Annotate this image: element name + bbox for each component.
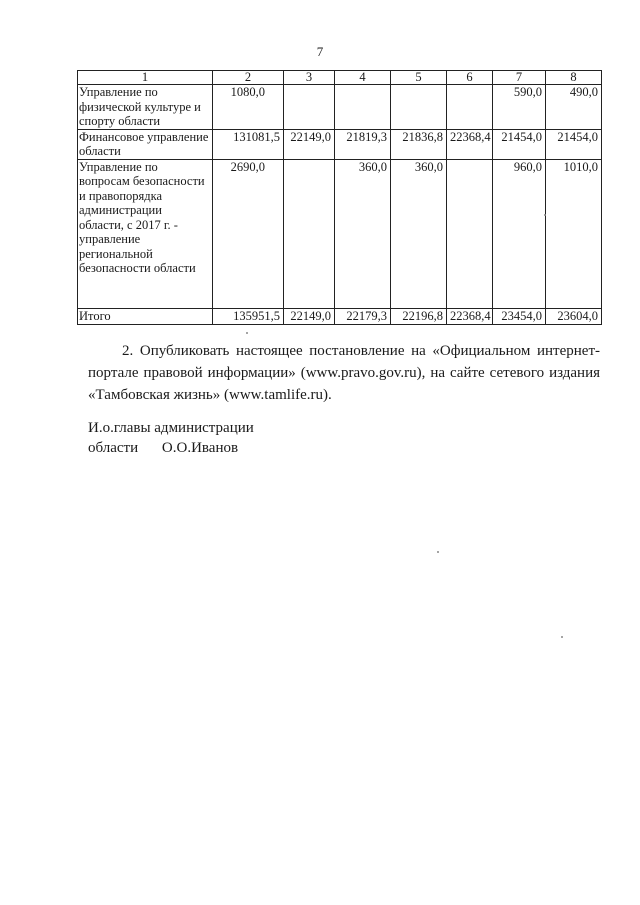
- row-name: Итого: [78, 308, 213, 324]
- row-name: Управление по вопросам безопасности и правопорядка администрации области, с 2017 г. - управление региональной безопасности области: [78, 159, 213, 308]
- clause-paragraph: 2. Опубликовать настоящее постановление на «Официальном интернет-портале правовой информации» (www.pravo.gov.ru), на сайте сетевого издания «Тамбовская жизнь» (www.tamlife.ru).: [88, 343, 600, 403]
- cell-value: 23454,0: [493, 308, 546, 324]
- cell-value: 1010,0: [546, 159, 602, 308]
- scan-speck: [544, 214, 546, 216]
- column-number: 5: [391, 71, 447, 85]
- table-row: [78, 129, 602, 159]
- cell-value: 22179,3: [335, 308, 391, 324]
- cell-value: 135951,5: [213, 308, 284, 324]
- cell-value: 1080,0: [213, 85, 284, 130]
- cell-value: 22368,4: [447, 129, 493, 159]
- cell-value: 21454,0: [546, 129, 602, 159]
- table-row: [78, 308, 602, 324]
- cell-value: 360,0: [335, 159, 391, 308]
- page-number: 7: [316, 44, 324, 59]
- cell-value: 22368,4: [447, 308, 493, 324]
- cell-value: [391, 85, 447, 130]
- signer-position-region: области: [88, 440, 139, 456]
- column-number: 2: [213, 71, 284, 85]
- cell-value: 21836,8: [391, 129, 447, 159]
- table-row: [78, 159, 602, 308]
- cell-value: 131081,5: [213, 129, 284, 159]
- scan-speck: [561, 636, 563, 638]
- row-name: Финансовое управление области: [78, 129, 213, 159]
- cell-value: 22149,0: [284, 129, 335, 159]
- column-number: 4: [335, 71, 391, 85]
- cell-value: 23604,0: [546, 308, 602, 324]
- column-number: 8: [546, 71, 602, 85]
- column-number: 3: [284, 71, 335, 85]
- cell-value: [284, 85, 335, 130]
- cell-value: 21819,3: [335, 129, 391, 159]
- cell-value: [335, 85, 391, 130]
- column-number: 7: [493, 71, 546, 85]
- column-number-row: [78, 71, 602, 85]
- cell-value: 2690,0: [213, 159, 284, 308]
- cell-value: 590,0: [493, 85, 546, 130]
- cell-value: [447, 85, 493, 130]
- cell-value: 22196,8: [391, 308, 447, 324]
- cell-value: [284, 159, 335, 308]
- cell-value: 22149,0: [284, 308, 335, 324]
- cell-value: [447, 159, 493, 308]
- cell-value: 490,0: [546, 85, 602, 130]
- cell-value: 960,0: [493, 159, 546, 308]
- cell-value: 360,0: [391, 159, 447, 308]
- cell-value: 21454,0: [493, 129, 546, 159]
- signer-line: [88, 438, 388, 458]
- row-name: Управление по физической культуре и спорту области: [78, 85, 213, 130]
- column-number: 1: [78, 71, 213, 85]
- signer-name: О.О.Иванов: [161, 440, 239, 456]
- column-number: 6: [447, 71, 493, 85]
- table-row: [78, 85, 602, 130]
- budget-table: [77, 70, 602, 325]
- scan-speck: [246, 332, 248, 334]
- signature-block: [88, 418, 388, 458]
- signer-position: И.о.главы администрации: [88, 420, 254, 436]
- scan-speck: [437, 551, 439, 553]
